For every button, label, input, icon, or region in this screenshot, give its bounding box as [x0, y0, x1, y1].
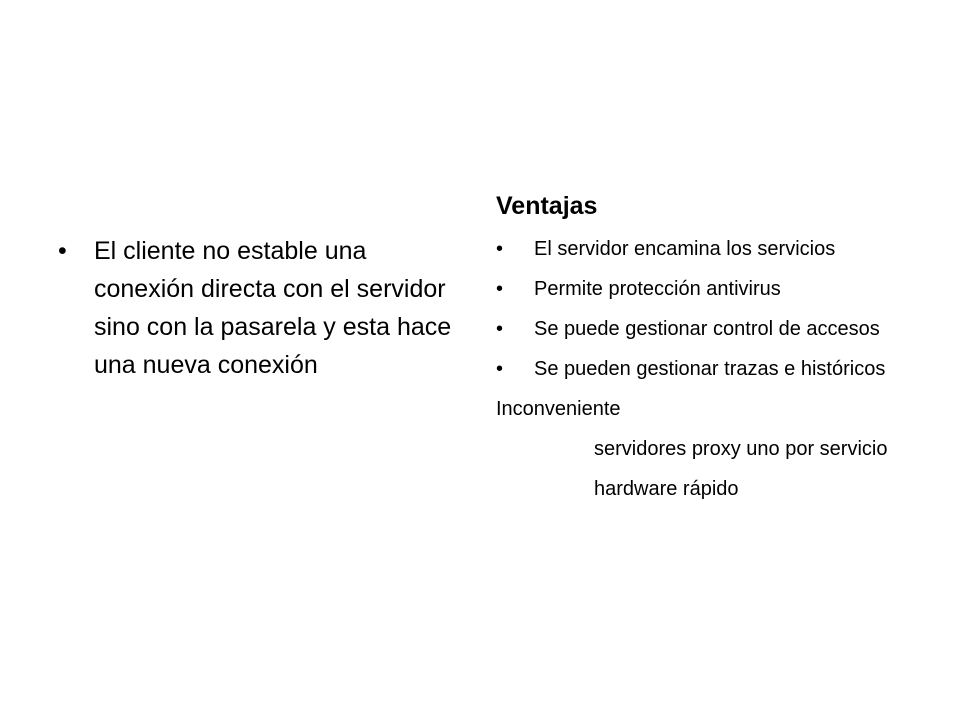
left-column	[58, 232, 468, 384]
inconveniente-item: servidores proxy uno por servicio	[594, 438, 888, 460]
ventaja-text: Permite protección antivirus	[534, 278, 781, 300]
ventajas-list	[496, 234, 936, 384]
bullet-icon: •	[58, 237, 67, 265]
inconveniente-heading: Inconveniente	[496, 398, 621, 420]
ventaja-item	[496, 274, 936, 304]
ventaja-text: Se puede gestionar control de accesos	[534, 318, 880, 340]
ventaja-text: El servidor encamina los servicios	[534, 238, 836, 260]
ventaja-item	[496, 354, 936, 384]
bullet-icon: •	[496, 238, 504, 260]
ventaja-text: Se pueden gestionar trazas e históricos	[534, 358, 886, 380]
ventajas-heading: Ventajas	[496, 192, 598, 220]
bullet-icon: •	[496, 318, 504, 340]
ventaja-item	[496, 234, 936, 264]
left-bullet-item	[58, 232, 468, 384]
inconveniente-item: hardware rápido	[594, 478, 739, 500]
ventaja-item	[496, 314, 936, 344]
bullet-icon: •	[496, 358, 504, 380]
bullet-icon: •	[496, 278, 504, 300]
left-bullet-text: El cliente no estable una conexión directa con el servidor sino con la pasarela y esta hace una nueva conexión	[94, 237, 452, 379]
right-column	[496, 188, 936, 514]
